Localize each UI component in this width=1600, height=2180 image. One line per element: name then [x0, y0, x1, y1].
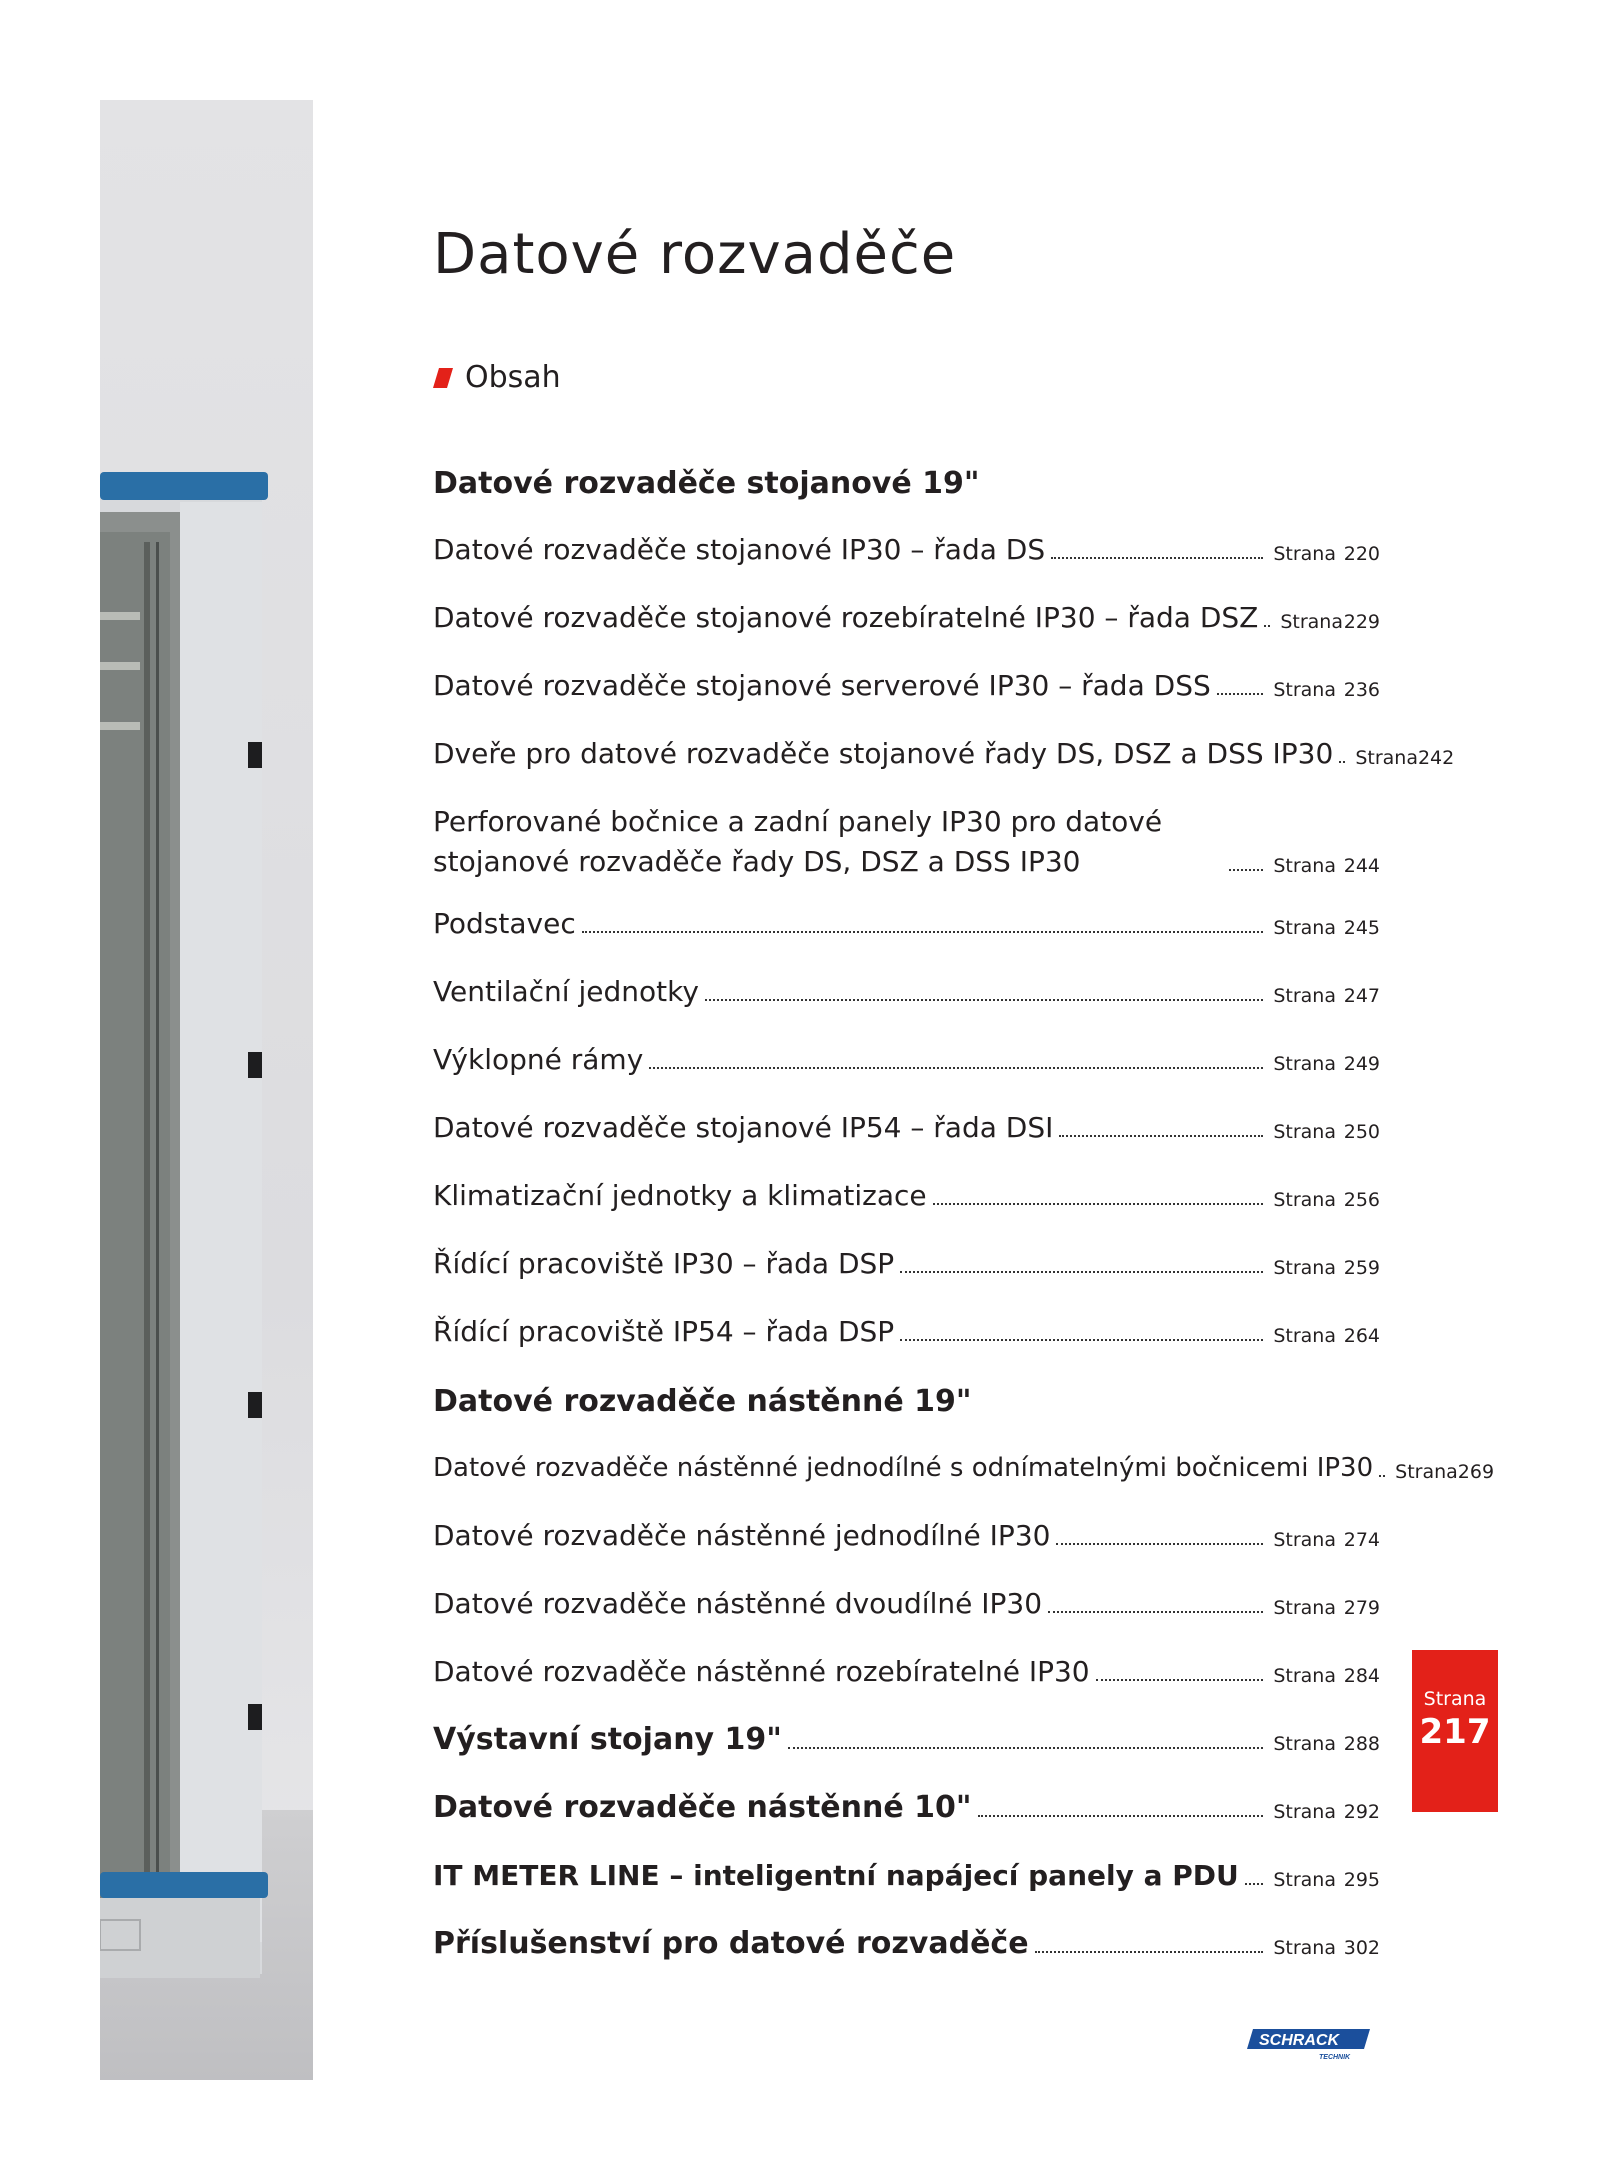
strana-label: Strana	[1273, 679, 1336, 701]
strana-label: Strana	[1280, 611, 1343, 633]
strana-label: Strana	[1273, 1529, 1336, 1551]
leader-dots	[1035, 1951, 1264, 1953]
toc-entry[interactable]	[433, 1244, 1380, 1284]
leader-dots	[1379, 1475, 1385, 1477]
toc-page-number: 220	[1343, 543, 1380, 565]
toc-entry-label: Datové rozvaděče stojanové rozebíratelné IP30 – řada DSZ	[433, 601, 1259, 634]
toc-page-number: 242	[1417, 747, 1455, 769]
contents-heading	[433, 360, 561, 395]
toc-entry-label: Řídící pracoviště IP54 – řada DSP	[433, 1315, 895, 1348]
page-badge-number: 217	[1419, 1712, 1491, 1752]
strana-label: Strana	[1273, 1189, 1336, 1211]
strana-label: Strana	[1273, 1869, 1336, 1891]
section-heading-wall-19: Datové rozvaděče nástěnné 19"	[433, 1384, 972, 1419]
toc-entry-label: Datové rozvaděče stojanové IP30 – řada DS	[433, 533, 1046, 566]
toc-entry[interactable]	[433, 1176, 1380, 1216]
leader-dots	[788, 1747, 1263, 1749]
toc-page-number: 274	[1343, 1529, 1380, 1551]
section-heading-floor-19: Datové rozvaděče stojanové 19"	[433, 466, 980, 501]
toc-entry[interactable]	[433, 598, 1380, 638]
logo-text: SCHRACK	[1259, 2032, 1339, 2049]
toc-entry[interactable]	[433, 972, 1380, 1012]
toc-entry[interactable]	[433, 1040, 1380, 1080]
toc-entry[interactable]	[433, 530, 1380, 570]
strana-label: Strana	[1273, 1733, 1336, 1755]
toc-entry-label: IT METER LINE – inteligentní napájecí panely a PDU	[433, 1859, 1239, 1892]
strana-label: Strana	[1273, 1121, 1336, 1143]
toc-page-number: 269	[1457, 1461, 1495, 1483]
logo-subtext: TECHNIK	[1319, 2054, 1351, 2061]
toc-page-number: 247	[1343, 985, 1380, 1007]
toc-entry-label: Řídící pracoviště IP30 – řada DSP	[433, 1247, 895, 1280]
leader-dots	[1059, 1135, 1263, 1137]
toc-page-number: 256	[1343, 1189, 1380, 1211]
toc-entry[interactable]	[433, 1720, 1380, 1760]
strana-label: Strana	[1273, 917, 1336, 939]
strana-label: Strana	[1395, 1461, 1458, 1483]
toc-entry[interactable]	[433, 666, 1380, 706]
contents-label: Obsah	[465, 360, 561, 395]
toc-page-number: 229	[1343, 611, 1380, 633]
toc-page-number: 292	[1343, 1801, 1380, 1823]
toc-entry[interactable]	[433, 734, 1455, 774]
strana-label: Strana	[1273, 543, 1336, 565]
strana-label: Strana	[1355, 747, 1418, 769]
strana-label: Strana	[1273, 985, 1336, 1007]
leader-dots	[1339, 761, 1345, 763]
toc-page-number: 249	[1343, 1053, 1380, 1075]
schrack-logo	[1245, 2027, 1370, 2061]
toc-entry[interactable]	[433, 1516, 1380, 1556]
toc-entry-label: Datové rozvaděče nástěnné rozebíratelné IP30	[433, 1655, 1090, 1688]
toc-entry-label: Datové rozvaděče stojanové serverové IP30 – řada DSS	[433, 669, 1211, 702]
toc-entry[interactable]	[433, 1856, 1380, 1896]
toc-entry[interactable]	[433, 1108, 1380, 1148]
toc-page-number: 244	[1343, 855, 1380, 877]
toc-page-number: 250	[1343, 1121, 1380, 1143]
toc-entry-label: Příslušenství pro datové rozvaděče	[433, 1926, 1029, 1961]
leader-dots	[900, 1271, 1263, 1273]
toc-page-number: 245	[1343, 917, 1380, 939]
toc-page-number: 236	[1343, 679, 1380, 701]
leader-dots	[933, 1203, 1264, 1205]
toc-page-number: 295	[1343, 1869, 1380, 1891]
strana-label: Strana	[1273, 1801, 1336, 1823]
toc-entry-label: Perforované bočnice a zadní panely IP30 pro datové stojanové rozvaděče řady DS, DSZ a DSS IP30	[433, 805, 1163, 878]
toc-entry[interactable]	[433, 1584, 1380, 1624]
leader-dots	[1217, 693, 1264, 695]
strana-label: Strana	[1273, 1257, 1336, 1279]
leader-dots	[1264, 625, 1270, 627]
leader-dots	[1056, 1543, 1263, 1545]
toc-entry[interactable]	[433, 1788, 1380, 1828]
leader-dots	[582, 931, 1264, 933]
toc-entry[interactable]	[433, 1448, 1495, 1488]
strana-label: Strana	[1273, 1325, 1336, 1347]
toc-entry[interactable]	[433, 802, 1380, 882]
toc-entry[interactable]	[433, 904, 1380, 944]
leader-dots	[1245, 1883, 1264, 1885]
toc-entry-label: Ventilační jednotky	[433, 975, 699, 1008]
leader-dots	[649, 1067, 1263, 1069]
toc-entry-label: Výklopné rámy	[433, 1043, 644, 1076]
toc-entry-label: Datové rozvaděče nástěnné jednodílné s odnímatelnými bočnicemi IP30	[433, 1453, 1374, 1483]
toc-page-number: 279	[1343, 1597, 1380, 1619]
page-badge-label: Strana	[1423, 1688, 1487, 1710]
toc-entry[interactable]	[433, 1312, 1380, 1352]
toc-entry-label: Datové rozvaděče nástěnné 10"	[433, 1790, 972, 1825]
leader-dots	[1048, 1611, 1263, 1613]
red-bullet-icon	[433, 368, 453, 388]
toc-entry-label: Datové rozvaděče stojanové IP54 – řada DSI	[433, 1111, 1054, 1144]
toc-page-number: 302	[1343, 1937, 1380, 1959]
leader-dots	[1229, 869, 1263, 871]
leader-dots	[978, 1815, 1264, 1817]
toc-entry-label: Klimatizační jednotky a klimatizace	[433, 1179, 927, 1212]
strana-label: Strana	[1273, 1597, 1336, 1619]
toc-entry-label: Datové rozvaděče nástěnné jednodílné IP30	[433, 1519, 1051, 1552]
server-cabinet-image	[100, 472, 268, 1988]
toc-entry-label: Výstavní stojany 19"	[433, 1722, 782, 1757]
strana-label: Strana	[1273, 855, 1336, 877]
toc-page-number: 259	[1343, 1257, 1380, 1279]
toc-entry-label: Dveře pro datové rozvaděče stojanové řady DS, DSZ a DSS IP30	[433, 737, 1334, 770]
leader-dots	[900, 1339, 1263, 1341]
leader-dots	[1051, 557, 1263, 559]
toc-entry[interactable]	[433, 1924, 1380, 1964]
product-photo	[100, 100, 313, 2080]
toc-entry-label: Podstavec	[433, 907, 576, 940]
page-title: Datové rozvaděče	[433, 222, 957, 287]
toc-entry[interactable]	[433, 1652, 1380, 1692]
leader-dots	[705, 999, 1263, 1001]
strana-label: Strana	[1273, 1053, 1336, 1075]
strana-label: Strana	[1273, 1937, 1336, 1959]
strana-label: Strana	[1273, 1665, 1336, 1687]
toc-page-number: 288	[1343, 1733, 1380, 1755]
leader-dots	[1096, 1679, 1264, 1681]
toc-page-number: 284	[1343, 1665, 1380, 1687]
page-number-badge	[1412, 1650, 1498, 1812]
toc-page-number: 264	[1343, 1325, 1380, 1347]
toc-entry-label: Datové rozvaděče nástěnné dvoudílné IP30	[433, 1587, 1043, 1620]
